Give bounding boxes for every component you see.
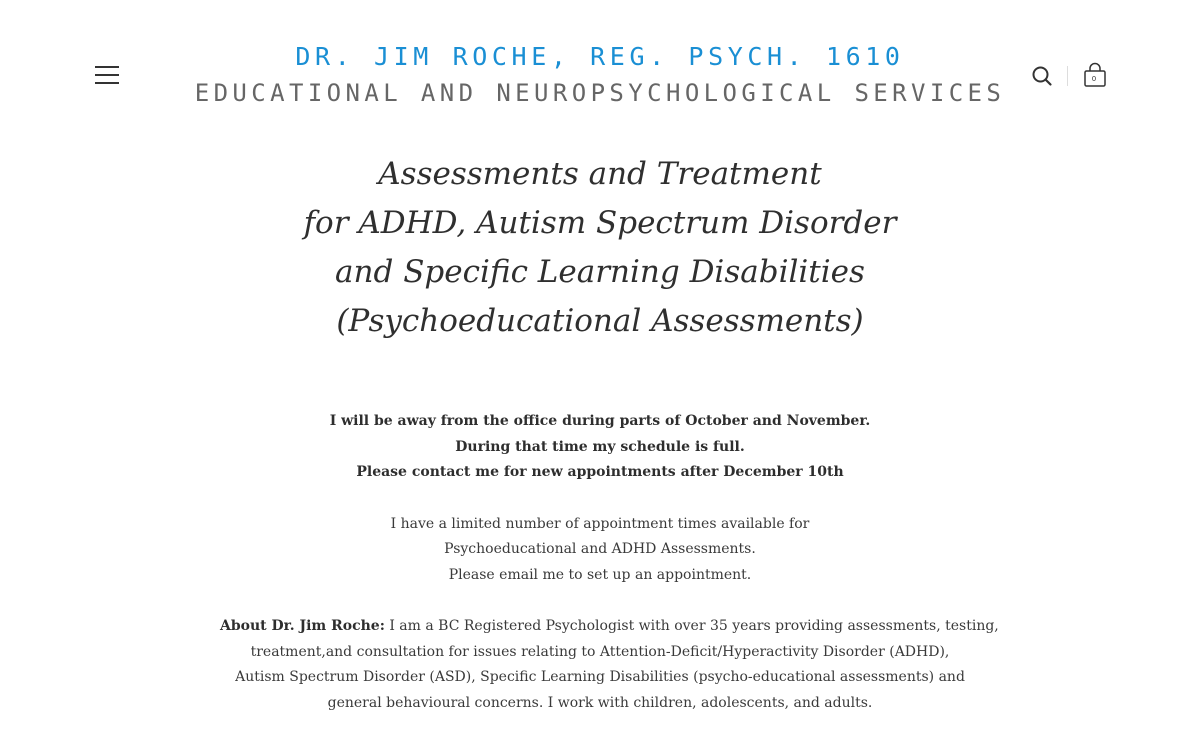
site-subtitle: EDUCATIONAL AND NEUROPSYCHOLOGICAL SERVICES <box>194 79 1006 107</box>
main-content <box>0 150 1200 716</box>
availability-line: I have a limited number of appointment times available for <box>390 515 810 532</box>
hero-heading-line: (Psychoeducational Assessments) <box>336 303 864 339</box>
cart-button[interactable] <box>1082 62 1108 90</box>
header-divider <box>1067 66 1068 86</box>
about-line <box>220 614 999 640</box>
availability-notice <box>0 512 1200 589</box>
availability-line: Please email me to set up an appointment. <box>448 566 752 583</box>
site-header <box>0 0 1200 130</box>
notice-line: Please contact me for new appointments after December 10th <box>356 464 844 480</box>
hero-heading-line: and Specific Learning Disabilities <box>335 254 865 290</box>
availability-line: Psychoeducational and ADHD Assessments. <box>444 541 756 557</box>
away-notice <box>0 409 1200 486</box>
notice-line: I will be away from the office during parts of October and November. <box>329 413 871 429</box>
about-section <box>220 614 999 716</box>
hamburger-menu-icon-bar <box>95 74 119 76</box>
about-text: I am a BC Registered Psychologist with over 35 years providing assessments, testing, <box>384 618 999 634</box>
hero-heading-line: Assessments and Treatment <box>378 156 822 192</box>
search-icon <box>1030 64 1054 88</box>
about-line: treatment,and consultation for issues relating to Attention-Deficit/Hyperactivity Disorder (ADHD), <box>250 643 950 660</box>
search-button[interactable] <box>1030 64 1054 88</box>
about-line: general behavioural concerns. I work with children, adolescents, and adults. <box>327 694 873 711</box>
cart-count: 0 <box>1091 75 1097 83</box>
site-title[interactable]: DR. JIM ROCHE, REG. PSYCH. 1610 <box>295 42 905 71</box>
hero-heading-line: for ADHD, Autism Spectrum Disorder <box>303 205 897 241</box>
notice-line: During that time my schedule is full. <box>455 438 745 455</box>
hero-heading <box>0 150 1200 346</box>
about-line: Autism Spectrum Disorder (ASD), Specific Learning Disabilities (psycho-educational assessments) and <box>235 669 965 685</box>
about-label: About Dr. Jim Roche: <box>220 618 385 634</box>
